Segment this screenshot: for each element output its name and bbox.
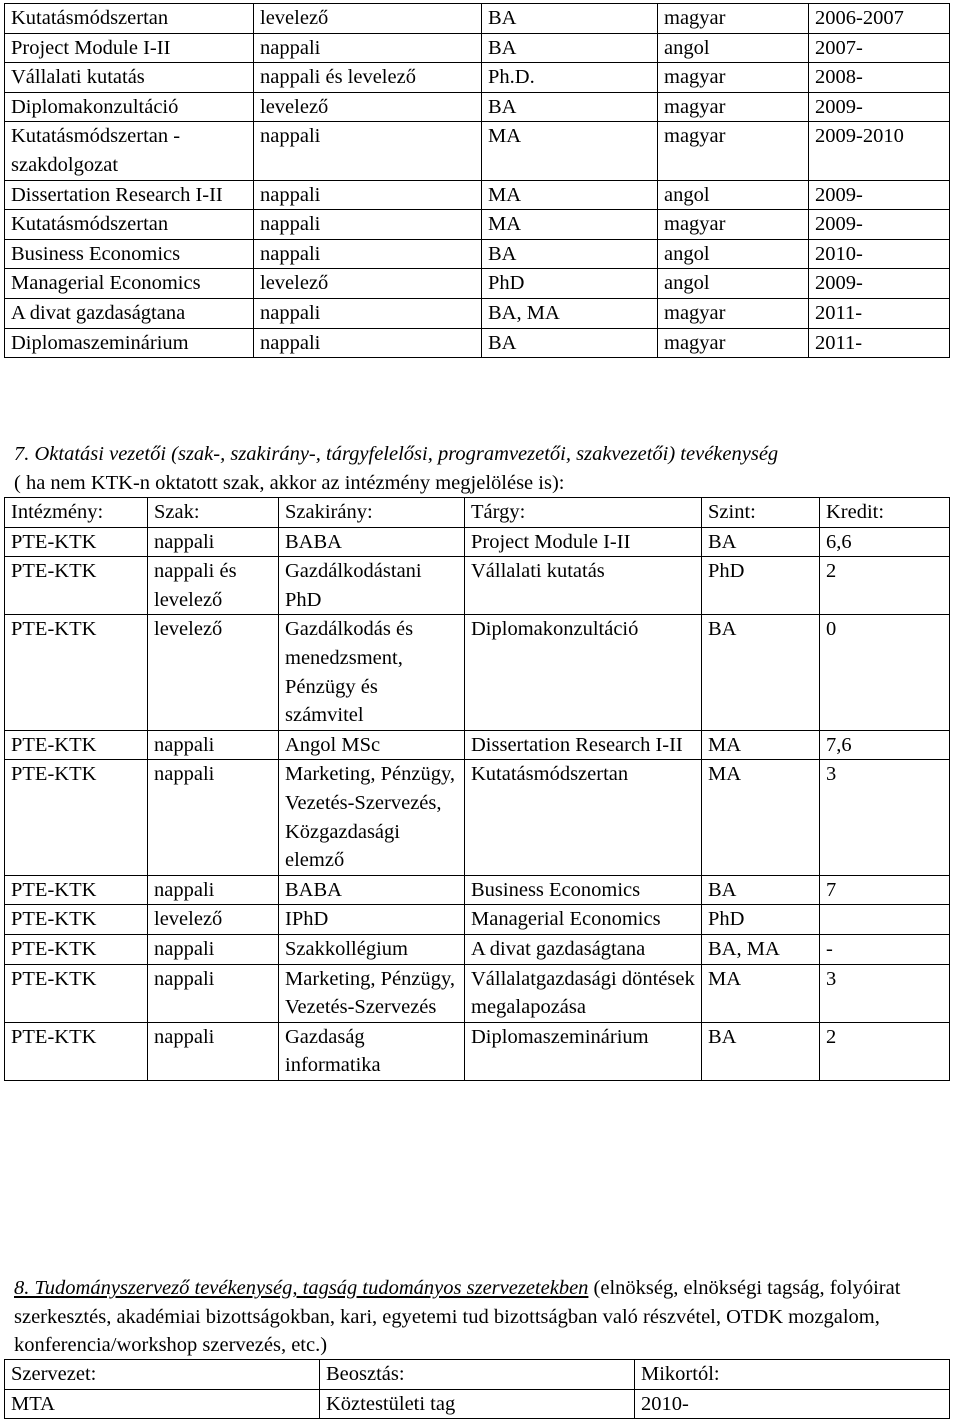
subject-cell: Project Module I-II (465, 527, 702, 557)
course-level-cell: BA (482, 4, 658, 34)
course-level-cell: MA (482, 210, 658, 240)
course-mode-cell: nappali (254, 33, 482, 63)
level-cell: BA (702, 1022, 820, 1080)
course-name-cell: Project Module I-II (5, 33, 254, 63)
course-period-cell: 2009- (809, 180, 950, 210)
table-row (5, 934, 950, 964)
specialization-cell: Gazdaság informatika (279, 1022, 465, 1080)
subject-cell: Diplomakonzultáció (465, 615, 702, 730)
subject-cell: A divat gazdaságtana (465, 934, 702, 964)
subject-cell: Diplomaszeminárium (465, 1022, 702, 1080)
credit-cell: 7,6 (820, 730, 950, 760)
course-period-cell: 2009- (809, 210, 950, 240)
since-cell: 2010- (635, 1389, 950, 1419)
specialization-cell: IPhD (279, 905, 465, 935)
credit-cell: 2 (820, 557, 950, 615)
institution-cell: PTE-KTK (5, 557, 148, 615)
table-row (5, 63, 950, 93)
level-cell: BA, MA (702, 934, 820, 964)
column-header: Mikortól: (635, 1360, 950, 1390)
course-mode-cell: levelező (254, 92, 482, 122)
credit-cell: 0 (820, 615, 950, 730)
program-cell: nappali és levelező (148, 557, 279, 615)
column-header: Szervezet: (5, 1360, 320, 1390)
course-mode-cell: nappali és levelező (254, 63, 482, 93)
table-row (5, 239, 950, 269)
course-level-cell: BA, MA (482, 298, 658, 328)
subject-cell: Dissertation Research I-II (465, 730, 702, 760)
table-row (5, 527, 950, 557)
table-row (5, 1022, 950, 1080)
course-language-cell: angol (658, 33, 809, 63)
header-row (5, 1360, 950, 1390)
table-row (5, 210, 950, 240)
subject-cell: Kutatásmódszertan (465, 760, 702, 875)
specialization-cell: BABA (279, 527, 465, 557)
table-row (5, 269, 950, 299)
institution-cell: PTE-KTK (5, 760, 148, 875)
section8-heading (14, 1274, 949, 1360)
table-row (5, 180, 950, 210)
column-header: Szakirány: (279, 498, 465, 528)
institution-cell: PTE-KTK (5, 615, 148, 730)
specialization-cell: Gazdálkodás és menedzsment, Pénzügy és számvitel (279, 615, 465, 730)
specialization-cell: Angol MSc (279, 730, 465, 760)
course-period-cell: 2011- (809, 298, 950, 328)
program-cell: levelező (148, 905, 279, 935)
specialization-cell: BABA (279, 875, 465, 905)
course-name-cell: Kutatásmódszertan - szakdolgozat (5, 122, 254, 180)
table-row (5, 964, 950, 1022)
course-language-cell: magyar (658, 4, 809, 34)
course-period-cell: 2010- (809, 239, 950, 269)
course-level-cell: PhD (482, 269, 658, 299)
level-cell: PhD (702, 905, 820, 935)
course-name-cell: Business Economics (5, 239, 254, 269)
course-name-cell: Diplomaszeminárium (5, 328, 254, 358)
level-cell: PhD (702, 557, 820, 615)
program-cell: nappali (148, 527, 279, 557)
section7-heading (14, 440, 949, 497)
course-language-cell: magyar (658, 122, 809, 180)
table-row (5, 1389, 950, 1419)
course-period-cell: 2006-2007 (809, 4, 950, 34)
course-name-cell: Managerial Economics (5, 269, 254, 299)
course-period-cell: 2007- (809, 33, 950, 63)
course-mode-cell: levelező (254, 4, 482, 34)
institution-cell: PTE-KTK (5, 1022, 148, 1080)
course-language-cell: angol (658, 180, 809, 210)
course-level-cell: BA (482, 33, 658, 63)
course-period-cell: 2009- (809, 269, 950, 299)
course-period-cell: 2011- (809, 328, 950, 358)
course-name-cell: Diplomakonzultáció (5, 92, 254, 122)
subject-cell: Business Economics (465, 875, 702, 905)
course-mode-cell: levelező (254, 269, 482, 299)
specialization-cell: Marketing, Pénzügy, Vezetés-Szervezés (279, 964, 465, 1022)
column-header: Intézmény: (5, 498, 148, 528)
table-row (5, 905, 950, 935)
course-name-cell: Vállalati kutatás (5, 63, 254, 93)
specialization-cell: Marketing, Pénzügy, Vezetés-Szervezés, Közgazdasági elemző (279, 760, 465, 875)
section8-description: (elnökség, elnökségi tagság, folyóirat szerkesztés, akadémiai bizottságokban, kari, egyetemi tud bizottságban való részvétel, OTDK mozgalom, konferencia/workshop szervezés, etc.) (14, 1277, 901, 1357)
course-language-cell: angol (658, 239, 809, 269)
course-period-cell: 2009-2010 (809, 122, 950, 180)
column-header: Kredit: (820, 498, 950, 528)
course-period-cell: 2008- (809, 63, 950, 93)
course-language-cell: magyar (658, 63, 809, 93)
section7-note: ( ha nem KTK-n oktatott szak, akkor az intézmény megjelölése is): (14, 471, 565, 494)
course-name-cell: Dissertation Research I-II (5, 180, 254, 210)
course-language-cell: magyar (658, 328, 809, 358)
course-level-cell: Ph.D. (482, 63, 658, 93)
specialization-cell: Szakkollégium (279, 934, 465, 964)
course-language-cell: angol (658, 269, 809, 299)
institution-cell: PTE-KTK (5, 905, 148, 935)
specialization-cell: Gazdálkodástani PhD (279, 557, 465, 615)
credit-cell: 2 (820, 1022, 950, 1080)
table-row (5, 92, 950, 122)
level-cell: BA (702, 527, 820, 557)
subject-cell: Managerial Economics (465, 905, 702, 935)
level-cell: MA (702, 760, 820, 875)
table-row (5, 328, 950, 358)
institution-cell: PTE-KTK (5, 730, 148, 760)
table-row (5, 298, 950, 328)
course-name-cell: Kutatásmódszertan (5, 210, 254, 240)
level-cell: MA (702, 964, 820, 1022)
credit-cell: 6,6 (820, 527, 950, 557)
program-cell: levelező (148, 615, 279, 730)
organization-cell: MTA (5, 1389, 320, 1419)
program-cell: nappali (148, 964, 279, 1022)
organizations-table (4, 1359, 950, 1419)
column-header: Szint: (702, 498, 820, 528)
course-mode-cell: nappali (254, 122, 482, 180)
table-row (5, 760, 950, 875)
course-mode-cell: nappali (254, 180, 482, 210)
table-row (5, 557, 950, 615)
leadership-table (4, 497, 950, 1081)
course-language-cell: magyar (658, 92, 809, 122)
program-cell: nappali (148, 730, 279, 760)
credit-cell (820, 905, 950, 935)
institution-cell: PTE-KTK (5, 527, 148, 557)
courses-table (4, 3, 950, 358)
column-header: Tárgy: (465, 498, 702, 528)
position-cell: Köztestületi tag (320, 1389, 635, 1419)
course-mode-cell: nappali (254, 210, 482, 240)
credit-cell: 3 (820, 760, 950, 875)
subject-cell: Vállalatgazdasági döntések megalapozása (465, 964, 702, 1022)
level-cell: BA (702, 875, 820, 905)
institution-cell: PTE-KTK (5, 875, 148, 905)
program-cell: nappali (148, 875, 279, 905)
credit-cell: - (820, 934, 950, 964)
course-language-cell: magyar (658, 298, 809, 328)
section7-title: 7. Oktatási vezetői (szak-, szakirány-, tárgyfelelősi, programvezetői, szakvezetői) tevékenység (14, 443, 779, 465)
credit-cell: 7 (820, 875, 950, 905)
institution-cell: PTE-KTK (5, 964, 148, 1022)
table-row (5, 122, 950, 180)
table-row (5, 875, 950, 905)
course-level-cell: BA (482, 239, 658, 269)
header-row (5, 498, 950, 528)
column-header: Szak: (148, 498, 279, 528)
level-cell: BA (702, 615, 820, 730)
course-period-cell: 2009- (809, 92, 950, 122)
table-row (5, 730, 950, 760)
program-cell: nappali (148, 934, 279, 964)
credit-cell: 3 (820, 964, 950, 1022)
column-header: Beosztás: (320, 1360, 635, 1390)
course-mode-cell: nappali (254, 328, 482, 358)
course-name-cell: Kutatásmódszertan (5, 4, 254, 34)
section8-title: 8. Tudományszervező tevékenység, tagság tudományos szervezetekben (14, 1277, 589, 1299)
course-mode-cell: nappali (254, 239, 482, 269)
course-level-cell: MA (482, 180, 658, 210)
table-row (5, 615, 950, 730)
table-row (5, 33, 950, 63)
level-cell: MA (702, 730, 820, 760)
course-level-cell: BA (482, 328, 658, 358)
table-row (5, 4, 950, 34)
course-mode-cell: nappali (254, 298, 482, 328)
subject-cell: Vállalati kutatás (465, 557, 702, 615)
course-level-cell: MA (482, 122, 658, 180)
course-level-cell: BA (482, 92, 658, 122)
program-cell: nappali (148, 1022, 279, 1080)
institution-cell: PTE-KTK (5, 934, 148, 964)
program-cell: nappali (148, 760, 279, 875)
course-name-cell: A divat gazdaságtana (5, 298, 254, 328)
course-language-cell: magyar (658, 210, 809, 240)
